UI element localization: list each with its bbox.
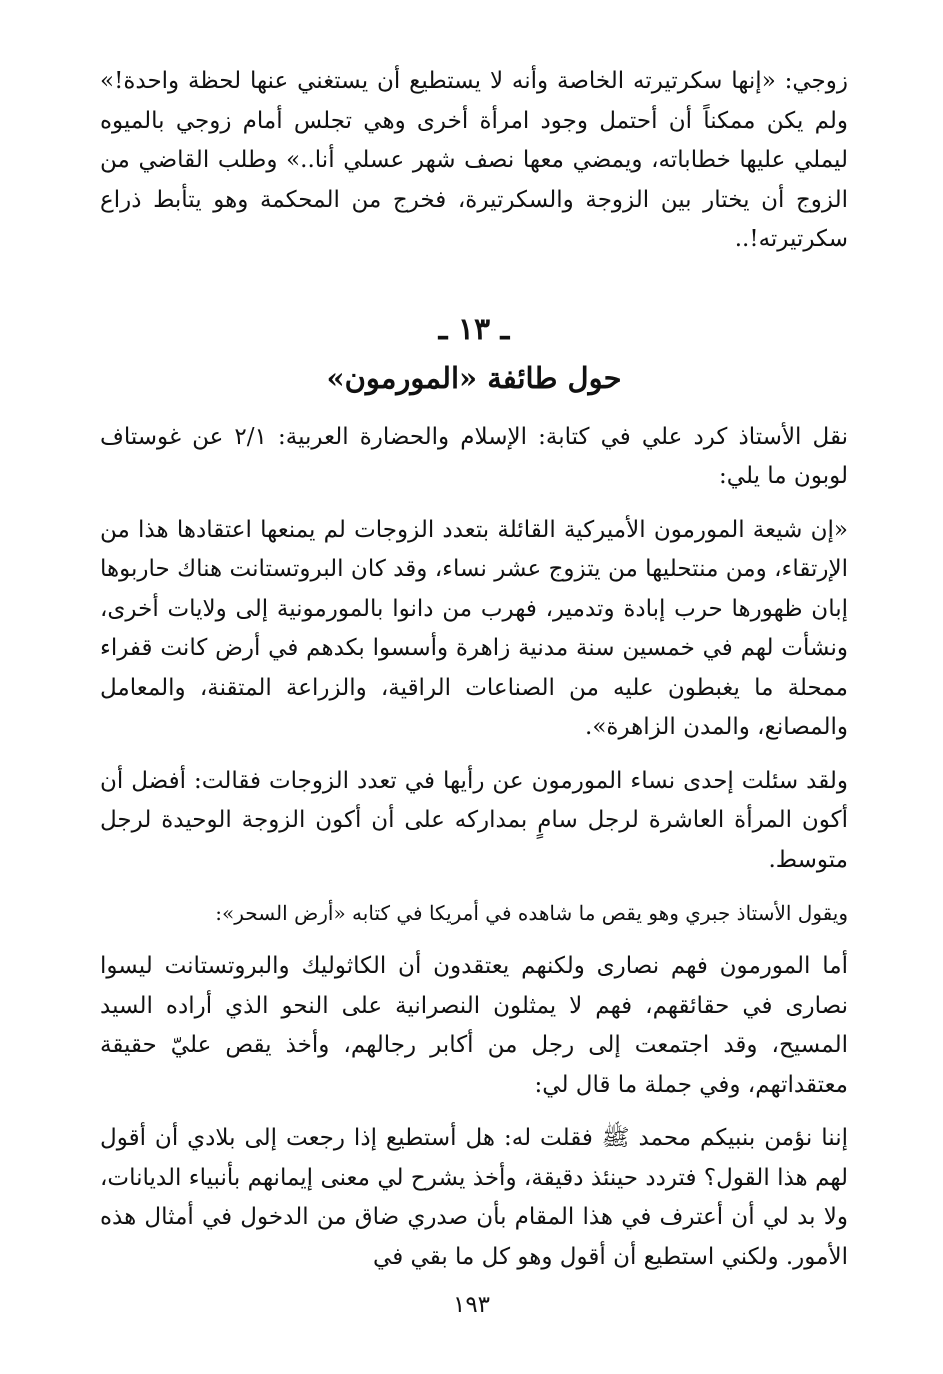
paragraph-1: نقل الأستاذ كرد علي في كتابة: الإسلام والحضارة العربية: ٢/١ عن غوستاف لوبون ما يلي:: [100, 423, 849, 489]
paragraph-5: أما المورمون فهم نصارى ولكنهم يعتقدون أن الكاثوليك والبروتستانت ليسوا نصارى في حقائقهم، فهم لا يمثلون النصرانية على النحو الذي أراده السيد المسيح، وقد اجتمعت إلى رجل من أكابر رجالهم، وأخذ يقص عليّ حقيقة معتقداتهم، وفي جملة ما قال لي:: [100, 953, 848, 1098]
paragraph-4: ويقول الأستاذ جبري وهو يقص ما شاهده في أمريكا في كتابه «أرض السحر»:: [215, 901, 848, 925]
chapter-title: حول طائفة «المورمون»: [326, 360, 622, 395]
chapter-number: ـ ١٣ ـ: [438, 311, 510, 347]
paragraph-2-quote: «إن شيعة المورمون الأميركية القائلة بتعدد الزوجات لم يمنعها اعتقادها هذا من الإرتقاء، ومن منتحليها من يتزوج عشر نساء، وقد كان البروتستانت هناك حاربوها إبان ظهورها حرب إبادة وتدمير، فهرب من دانوا بالمورمونية إلى ولايات أخرى، ونشأت لهم في خمسين سنة مدنية زاهرة وأسسوا بكدهم في أرض كانت قفراء ممحلة ما يغبطون عليه من الصناعات الراقية، والزراعة المتقنة، والمعامل والمصانع، والمدن الزاهرة».: [100, 516, 848, 740]
paragraph-6: إننا نؤمن بنبيكم محمد ﷺ فقلت له: هل أستطيع إذا رجعت إلى بلادي أن أقول لهم هذا القول؟ فتردد حينئذ دقيقة، وأخذ يشرح لي معنى إيمانهم بأنبياء الديانات، ولا بد لي أن أعترف في هذا المقام بأن صدري ضاق من الدخول في أمثال هذه الأمور. ولكني استطيع أن أقول وهو كل ما بقي في: [100, 1125, 848, 1270]
paragraph-intro-continued: زوجي: «إنها سكرتيرته الخاصة وأنه لا يستطيع أن يستغني عنها لحظة واحدة!» ولم يكن ممكناً أن أحتمل وجود امرأة أخرى وهي تجلس أمام زوجي بالميوه ليملي عليها خطاباته، ويمضي معها نصف شهر عسلي أنا..» وطلب القاضي من الزوج أن يختار بين الزوجة والسكرتيرة، فخرج من المحكمة وهو يتأبط ذراع سكرتيرته!..: [100, 68, 848, 252]
paragraph-3: ولقد سئلت إحدى نساء المورمون عن رأيها في تعدد الزوجات فقالت: أفضل أن أكون المرأة العاشرة لرجل سامٍ بمداركه على أن أكون الزوجة الوحيدة لرجل متوسط.: [100, 767, 848, 873]
page-number: ١٩٣: [452, 1292, 491, 1318]
page-body: [100, 62, 848, 1277]
